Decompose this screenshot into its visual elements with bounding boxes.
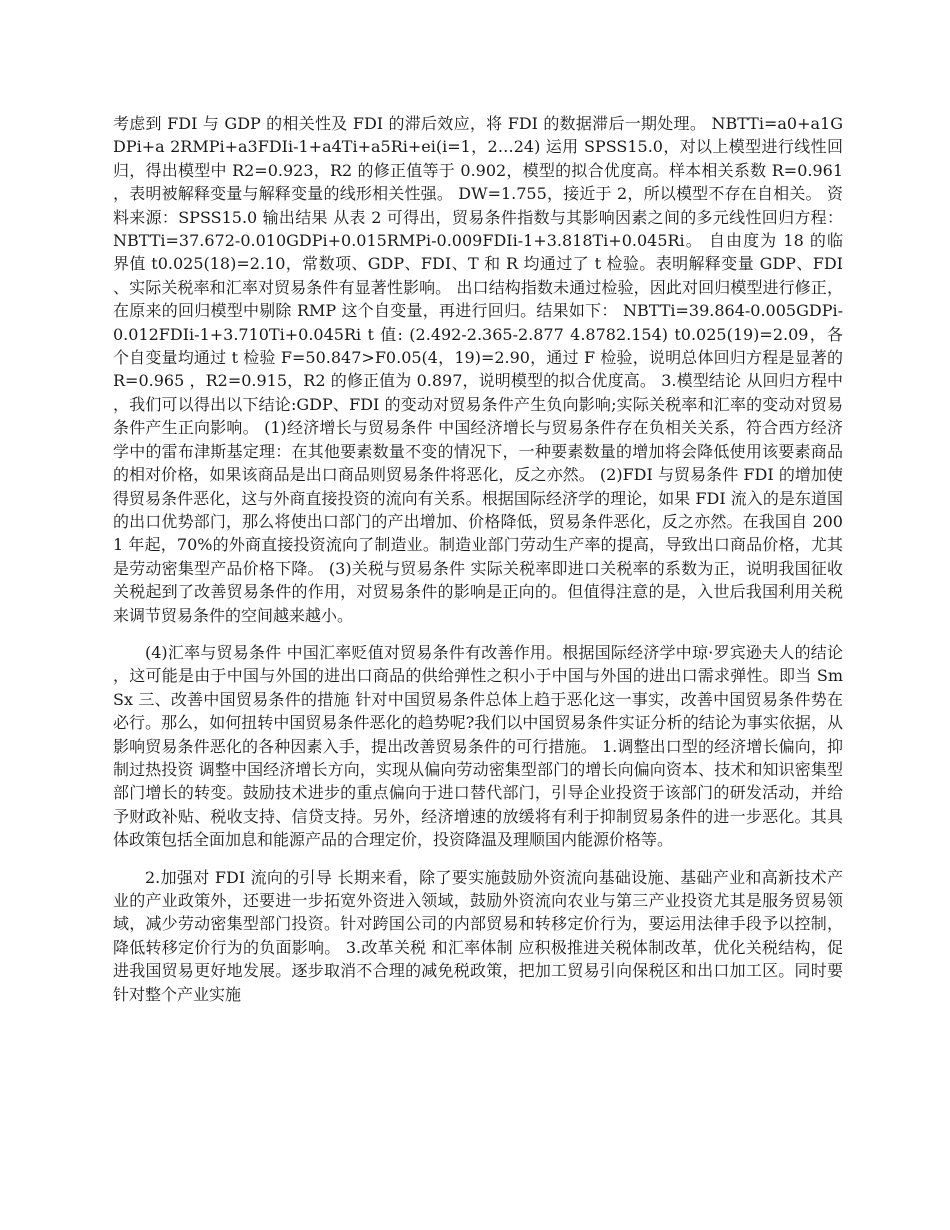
paragraph-fdi-guidance-and-tariff-reform: 2.加强对 FDI 流向的引导 长期来看，除了要实施鼓励外资流向基础设施、基础产业和高新技术产业的产业政策外，还要进一步拓宽外资进入领域，鼓励外资流向农业与第三产业投资尤其是服务贸易领域，减少劳动密集型部门投资。针对跨国公司的内部贸易和转移定价行为，要运用法律手段予以控制，降低转移定价行为的负面影响。 3.改革关税 和汇率体制 应积极推进关税体制改革，优化关税结构，促进我国贸易更好地发展。逐步取消不合理的减免税政策，把加工贸易引向保税区和出口加工区。同时要针对整个产业实施	[113, 867, 843, 1004]
document-body	[113, 112, 843, 1006]
paragraph-regression-analysis: 考虑到 FDI 与 GDP 的相关性及 FDI 的滞后效应，将 FDI 的数据滞后一期处理。 NBTTi=a0+a1GDPi+a 2RMPi+a3FDIi-1+a4Ti+a5Ri+ei(i=1，2…24) 运用 SPSS15.0，对以上模型进行线性回归，得出模型中 R2=0.923，R2 的修正值等于 0.902，模型的拟合优度高。样本相关系数 R=0.961，表明被解释变量与解释变量的线形相关性强。 DW=1.755，接近于 2，所以模型不存在自相关。 资料来源：SPSS15.0 输出结果 从表 2 可得出，贸易条件指数与其影响因素之间的多元线性回归方程：NBTTi=37.672-0.010GDPi+0.015RMPi-0.009FDIi-1+3.818Ti+0.045Ri。 自由度为 18 的临界值 t0.025(18)=2.10，常数项、GDP、FDI、T 和 R 均通过了 t 检验。表明解释变量 GDP、FDI、实际关税率和汇率对贸易条件有显著性影响。 出口结构指数未通过检验，因此对回归模型进行修正，在原来的回归模型中剔除 RMP 这个自变量，再进行回归。结果如下： NBTTi=39.864-0.005GDPi-0.012FDIi-1+3.710Ti+0.045Ri t 值: (2.492-2.365-2.877 4.8782.154) t0.025(19)=2.09，各个自变量均通过 t 检验 F=50.847>F0.05(4，19)=2.90，通过 F 检验，说明总体回归方程是显著的 R=0.965 ，R2=0.915，R2 的修正值为 0.897，说明模型的拟合优度高。 3.模型结论 从回归方程中，我们可以得出以下结论:GDP、FDI 的变动对贸易条件产生负向影响;实际关税率和汇率的变动对贸易条件产生正向影响。 (1)经济增长与贸易条件 中国经济增长与贸易条件存在负相关关系，符合西方经济学中的雷布津斯基定理：在其他要素数量不变的情况下，一种要素数量的增加将会降低使用该要素商品的相对价格，如果该商品是出口商品则贸易条件将恶化，反之亦然。 (2)FDI 与贸易条件 FDI 的增加使得贸易条件恶化，这与外商直接投资的流向有关系。根据国际经济学的理论，如果 FDI 流入的是东道国的出口优势部门，那么将使出口部门的产出增加、价格降低，贸易条件恶化，反之亦然。在我国自 2001 年起，70%的外商直接投资流向了制造业。制造业部门劳动生产率的提高，导致出口商品价格，尤其是劳动密集型产品价格下降。 (3)关税与贸易条件 实际关税率即进口关税率的系数为正，说明我国征收关税起到了改善贸易条件的作用，对贸易条件的影响是正向的。但值得注意的是，入世后我国利用关税来调节贸易条件的空间越来越小。	[113, 114, 843, 625]
paragraph-exchange-rate-and-measures: (4)汇率与贸易条件 中国汇率贬值对贸易条件有改善作用。根据国际经济学中琼·罗宾逊夫人的结论，这可能是由于中国与外国的进出口商品的供给弹性之积小于中国与外国的进出口需求弹性。即当 SmSx 三、改善中国贸易条件的措施 针对中国贸易条件总体上趋于恶化这一事实，改善中国贸易条件势在必行。那么，如何扭转中国贸易条件恶化的趋势呢?我们以中国贸易条件实证分析的结论为事实依据，从影响贸易条件恶化的各种因素入手，提出改善贸易条件的可行措施。 1.调整出口型的经济增长偏向，抑制过热投资 调整中国经济增长方向，实现从偏向劳动密集型部门的增长向偏向资本、技术和知识密集型部门增长的转变。鼓励技术进步的重点偏向于进口替代部门，引导企业投资于该部门的研发活动，并给予财政补贴、税收支持、信贷支持。另外，经济增速的放缓将有利于抑制贸易条件的进一步恶化。其具体政策包括全面加息和能源产品的合理定价，投资降温及理顺国内能源价格等。	[113, 642, 843, 850]
